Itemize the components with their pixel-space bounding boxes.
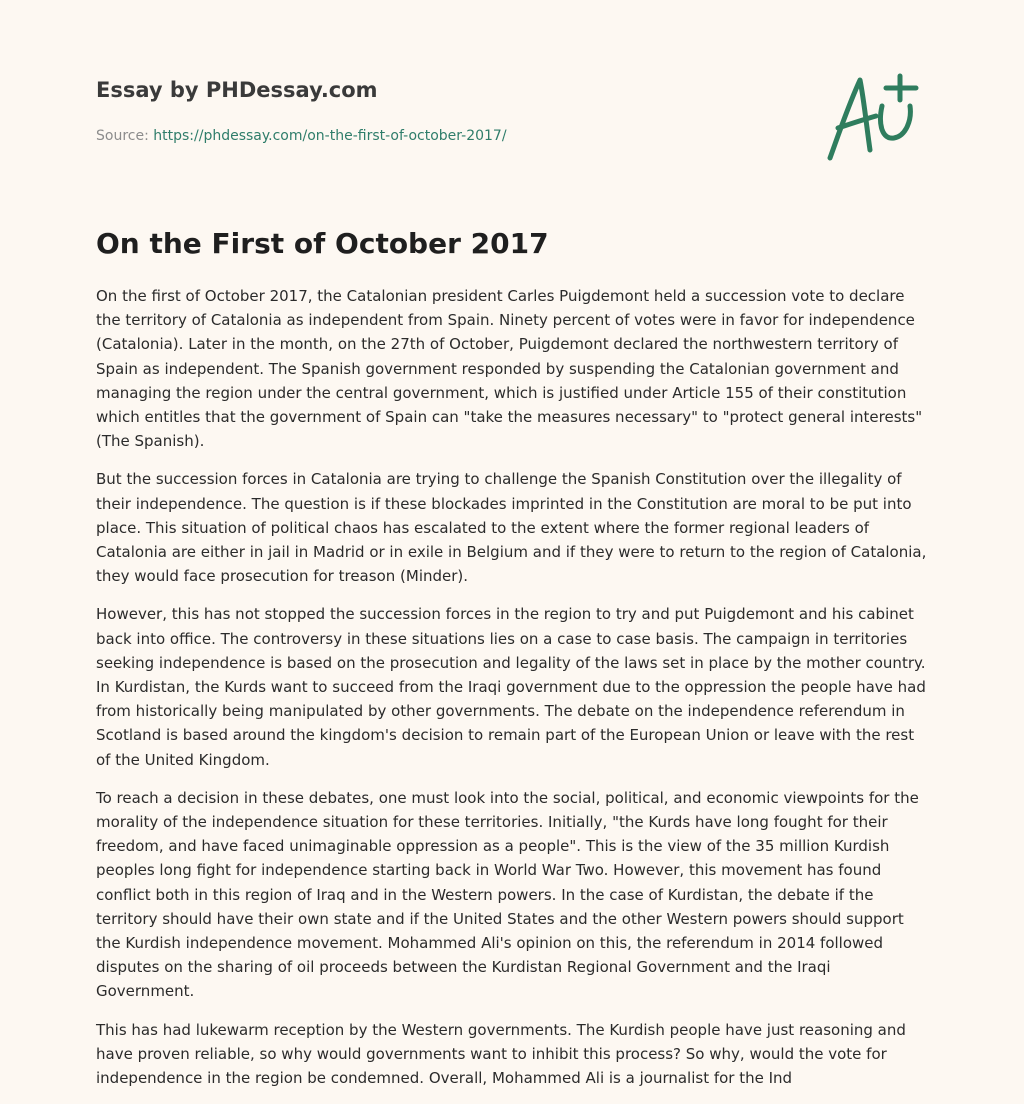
source-line: [96, 126, 796, 146]
a-plus-logo-icon: [820, 66, 930, 166]
essay-paragraph: To reach a decision in these debates, one must look into the social, political, and economic viewpoints for the morality of the independence situation for these territories. Initially, "the Kurds have long fought for their freedom, and have faced unimaginable oppression as a people". This is the view of the 35 million Kurdish peoples long fight for independence starting back in World War Two. However, this movement has found conflict both in this region of Iraq and in the Western powers. In the case of Kurdistan, the debate if the territory should have their own state and if the United States and the other Western powers should support the Kurdish independence movement. Mohammed Ali's opinion on this, the referendum in 2014 followed disputes on the sharing of oil proceeds between the Kurdistan Regional Government and the Iraqi Government.: [96, 788, 919, 1001]
essay-paragraph: This has had lukewarm reception by the Western governments. The Kurdish people have just reasoning and have proven reliable, so why would governments want to inhibit this process? So why, would the vote for independence in the region be condemned. Overall, Mohammed Ali is a journalist for the Ind: [96, 1020, 906, 1088]
essay-title: On the First of October 2017: [96, 227, 549, 260]
source-link[interactable]: https://phdessay.com/on-the-first-of-october-2017/: [153, 128, 507, 144]
essay-header: [96, 76, 796, 146]
essay-body: [96, 284, 932, 1104]
site-brand: Essay by PHDessay.com: [96, 78, 378, 102]
essay-paragraph: However, this has not stopped the succession forces in the region to try and put Puigdemont and his cabinet back into office. The controversy in these situations lies on a case to case basis. The campaign in territories seeking independence is based on the prosecution and legality of the laws set in place by the mother country. In Kurdistan, the Kurds want to succeed from the Iraqi government due to the oppression the people have had from historically being manipulated by other governments. The debate on the independence referendum in Scotland is based around the kingdom's decision to remain part of the European Union or leave with the rest of the United Kingdom.: [96, 605, 926, 769]
source-label: Source:: [96, 128, 149, 144]
essay-paragraph: But the succession forces in Catalonia are trying to challenge the Spanish Constitution over the illegality of their independence. The question is if these blockades imprinted in the Constitution are moral to be put into place. This situation of political chaos has escalated to the extent where the former regional leaders of Catalonia are either in jail in Madrid or in exile in Belgium and if they were to return to the region of Catalonia, they would face prosecution for treason (Minder).: [96, 470, 927, 586]
essay-paragraph: On the first of October 2017, the Catalonian president Carles Puigdemont held a succession vote to declare the territory of Catalonia as independent from Spain. Ninety percent of votes were in favor for independence (Catalonia). Later in the month, on the 27th of October, Puigdemont declared the northwestern territory of Spain as independent. The Spanish government responded by suspending the Catalonian government and managing the region under the central government, which is justified under Article 155 of their constitution which entitles that the government of Spain can "take the measures necessary" to "protect general interests" (The Spanish).: [96, 287, 923, 451]
